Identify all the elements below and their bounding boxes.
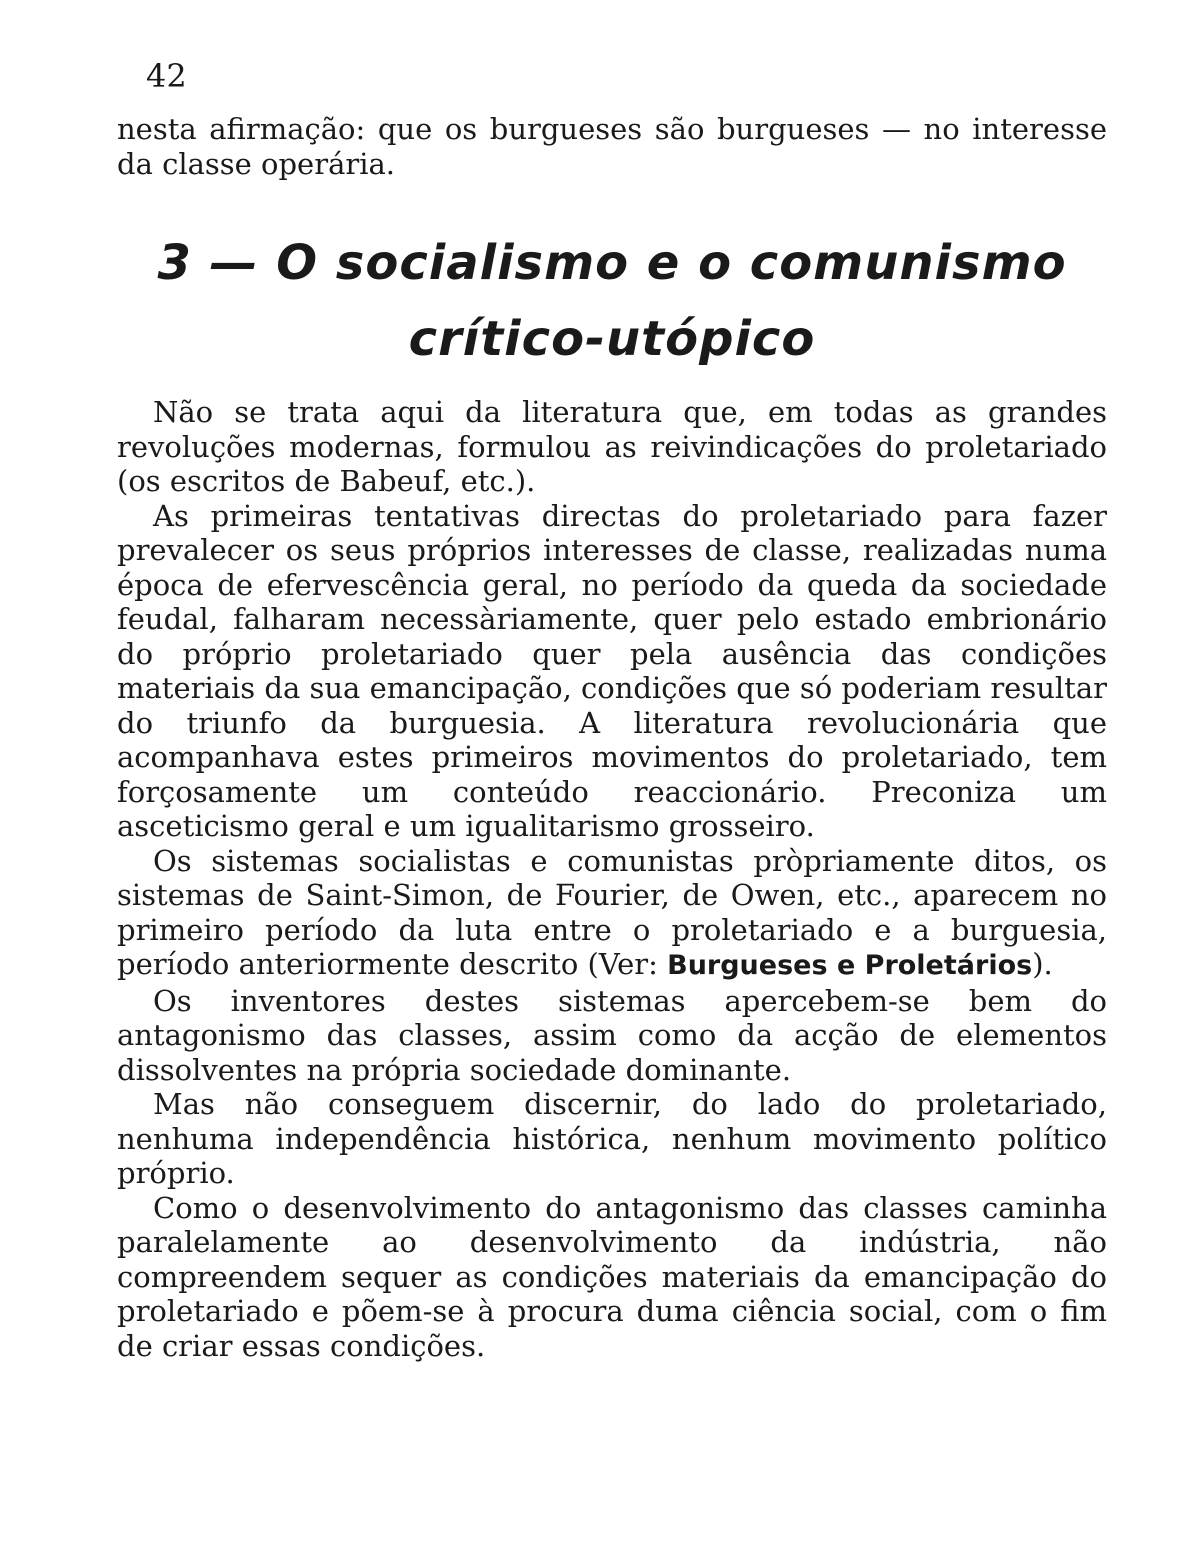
paragraph-first-attempts: As primeiras tentativas directas do proletariado para fazer prevalecer os seus próprios interesses de classe, realizadas numa época de efervescência geral, no período da queda da sociedade feudal, falharam necessàriamente, quer pelo estado embrionário do próprio proletariado quer pela ausência das condições materiais da sua emancipação, condições que só poderiam resultar do triunfo da burguesia. A literatura revolucionária que acompanhava estes primeiros movimentos do proletariado, tem forçosamente um conteúdo reaccionário. Preconiza um asceticismo geral e um igualitarismo grosseiro. [117,498,1107,843]
paragraph-literature: Não se trata aqui da literatura que, em todas as grandes revoluções modernas, formulou as reivindicações do proletariado (os escritos de Babeuf, etc.). [117,395,1107,498]
section-heading-line-1: 3 — O socialismo e o comunismo [157,235,1067,291]
section-heading-line-2: crítico-utópico [408,311,816,367]
paragraph-inventors: Os inventores destes sistemas apercebem-se bem do antagonismo das classes, assim como da acção de elementos dissolventes na própria sociedade dominante. [117,983,1107,1087]
carry-over-text: nesta afirmação: que os burgueses são burgueses — no interesse da classe operária. [117,112,1107,181]
cross-reference: Burgueses e Proletários [667,950,1033,981]
systems-closing: ). [1032,947,1053,981]
systems-text: Os sistemas socialistas e comunistas pròpriamente ditos, os sistemas de Saint-Simon, de Fourier, de Owen, etc., aparecem no primeiro período da luta entre o proletariado e a burguesia, período anteriormente descrito (Ver: [117,843,1107,981]
page-number: 42 [146,57,187,95]
carry-over-paragraph [117,112,1107,181]
paragraph-discern: Mas não conseguem discernir, do lado do proletariado, nenhuma independência histórica, nenhum movimento político próprio. [117,1087,1107,1190]
body-text [117,395,1107,1363]
section-heading [117,225,1107,377]
paragraph-development: Como o desenvolvimento do antagonismo das classes caminha paralelamente ao desenvolvimento da indústria, não compreendem sequer as condições materiais da emancipação do proletariado e põem-se à procura duma ciência social, com o fim de criar essas condições. [117,1190,1107,1363]
paragraph-systems [117,844,1107,984]
